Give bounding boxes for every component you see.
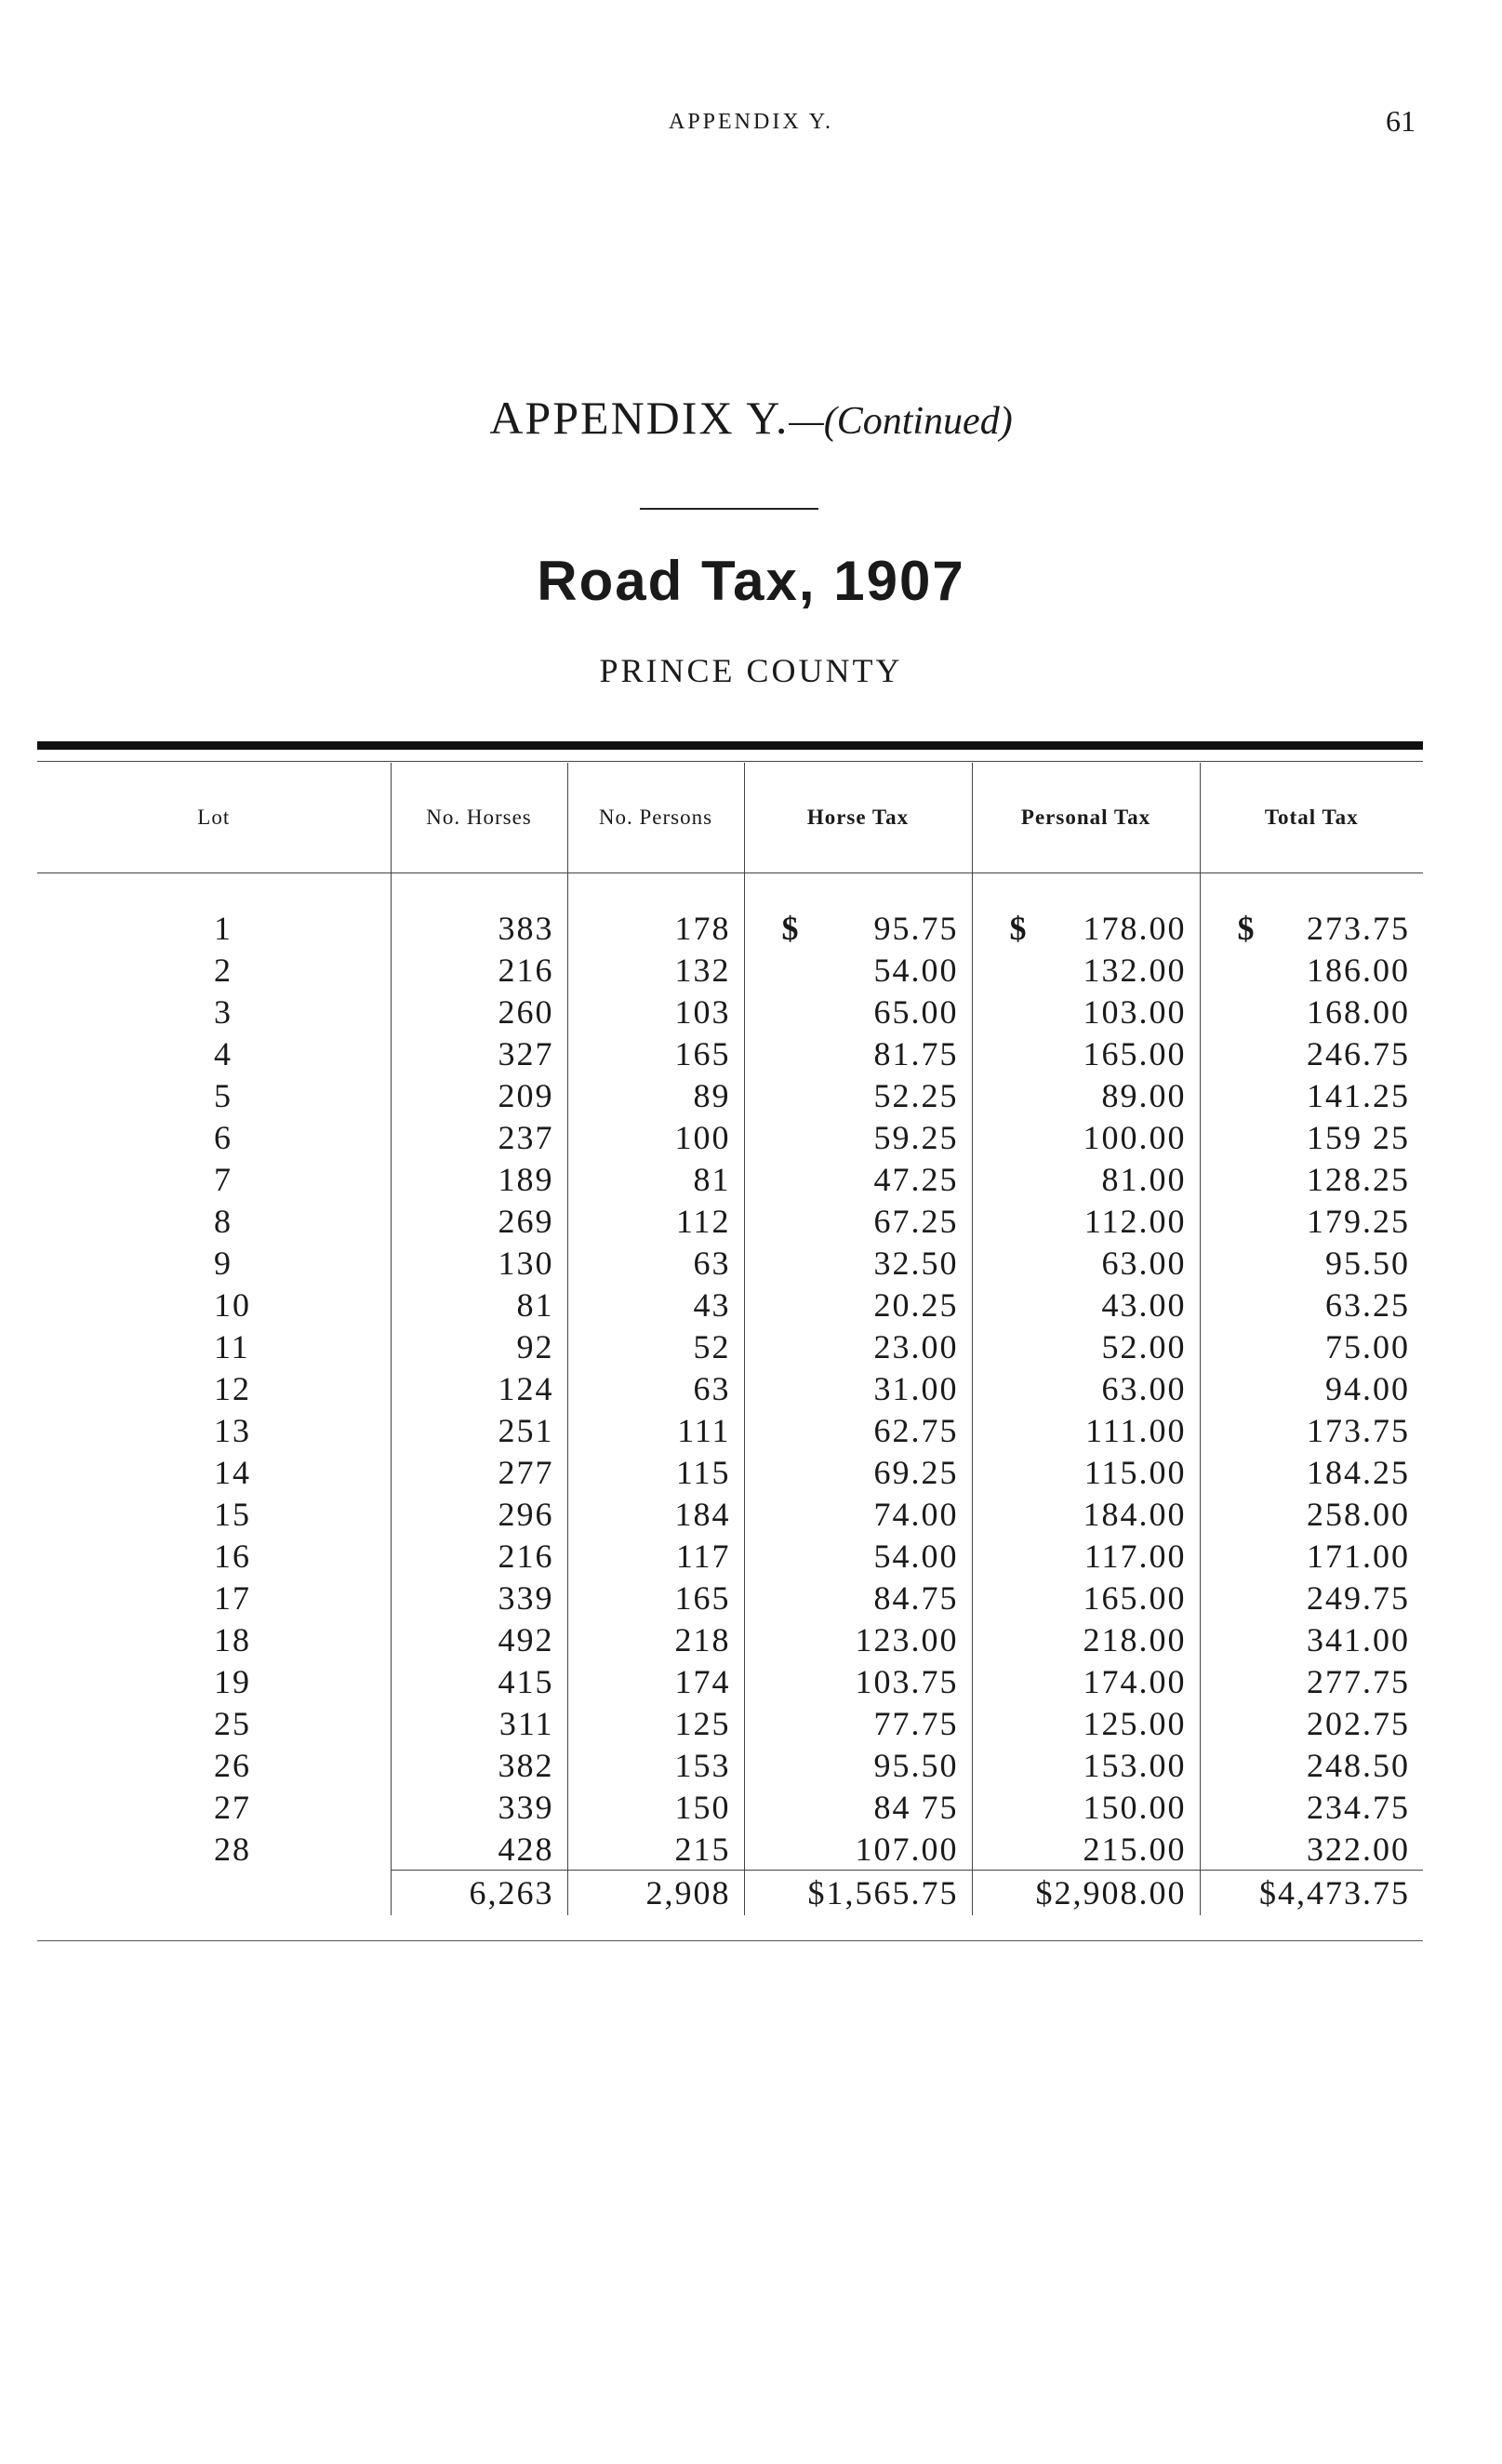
totals-row (37, 1871, 1423, 1916)
horse-tax-cell: 54.00 (744, 1535, 972, 1577)
persons-cell: 165 (567, 1032, 744, 1074)
table-row (37, 1158, 1423, 1200)
total-tax-cell: 277.75 (1200, 1660, 1423, 1702)
personal-tax-cell: 63.00 (972, 1242, 1200, 1284)
personal-tax-cell: 174.00 (972, 1660, 1200, 1702)
persons-cell: 150 (567, 1786, 744, 1828)
table-row (37, 1032, 1423, 1074)
personal-tax-cell: 132.00 (972, 949, 1200, 991)
persons-cell: 63 (567, 1367, 744, 1409)
table-row (37, 949, 1423, 991)
totals-blank-cell (37, 1871, 391, 1916)
lot-cell: 16 (214, 1537, 251, 1575)
column-header-horse-tax: Horse Tax (744, 763, 972, 873)
personal-tax-cell: 218.00 (972, 1618, 1200, 1660)
lot-cell: 2 (214, 951, 233, 989)
table-row (37, 1242, 1423, 1284)
persons-cell: 63 (567, 1242, 744, 1284)
table-header-row (37, 763, 1423, 873)
table-row (37, 991, 1423, 1032)
personal-tax-cell: 100.00 (972, 1116, 1200, 1158)
persons-cell: 132 (567, 949, 744, 991)
persons-cell: 100 (567, 1116, 744, 1158)
personal-tax-cell: 117.00 (972, 1535, 1200, 1577)
persons-cell: 81 (567, 1158, 744, 1200)
lot-cell: 11 (214, 1327, 250, 1365)
horses-cell: 415 (391, 1660, 567, 1702)
total-tax-cell: 171.00 (1200, 1535, 1423, 1577)
total-tax-cell: 258.00 (1200, 1493, 1423, 1535)
table-row (37, 873, 1423, 950)
table-row (37, 1116, 1423, 1158)
lot-cell: 8 (214, 1202, 233, 1240)
page-title: Road Tax, 1907 (537, 550, 965, 612)
appendix-label: APPENDIX Y. (489, 392, 790, 444)
table-row (37, 1409, 1423, 1451)
personal-tax-cell: 165.00 (972, 1032, 1200, 1074)
page-subtitle: PRINCE COUNTY (599, 652, 903, 689)
lot-cell: 15 (214, 1495, 251, 1533)
total-tax-cell: 341.00 (1200, 1618, 1423, 1660)
total-tax-cell: 248.50 (1200, 1744, 1423, 1786)
personal-tax-cell (972, 873, 1200, 950)
personal-tax-cell: 52.00 (972, 1325, 1200, 1367)
total-tax-cell: 234.75 (1200, 1786, 1423, 1828)
personal-tax-cell: 112.00 (972, 1200, 1200, 1242)
personal-tax-cell: 103.00 (972, 991, 1200, 1032)
horse-tax-cell: 103.75 (744, 1660, 972, 1702)
total-tax-cell: 249.75 (1200, 1577, 1423, 1618)
table-row (37, 1493, 1423, 1535)
lot-cell: 27 (214, 1788, 251, 1826)
horse-tax-cell: 32.50 (744, 1242, 972, 1284)
currency-symbol: $ (1237, 909, 1256, 947)
horse-tax-cell: 20.25 (744, 1284, 972, 1325)
lot-cell: 10 (214, 1285, 251, 1324)
horses-cell: 237 (391, 1116, 567, 1158)
total-tax-cell: 184.25 (1200, 1451, 1423, 1493)
horse-tax-cell: 62.75 (744, 1409, 972, 1451)
total-tax-cell: 322.00 (1200, 1828, 1423, 1871)
horse-tax-cell: 74.00 (744, 1493, 972, 1535)
lot-cell: 3 (214, 992, 233, 1031)
horses-cell: 428 (391, 1828, 567, 1871)
horses-cell: 260 (391, 991, 567, 1032)
total-tax-cell: 179.25 (1200, 1200, 1423, 1242)
road-tax-table (37, 763, 1423, 1915)
horses-cell: 216 (391, 1535, 567, 1577)
horse-tax-cell (744, 873, 972, 950)
table-row (37, 1577, 1423, 1618)
persons-cell: 103 (567, 991, 744, 1032)
total-tax-cell: 202.75 (1200, 1702, 1423, 1744)
lot-cell: 14 (214, 1453, 251, 1491)
persons-cell: 184 (567, 1493, 744, 1535)
short-divider (640, 508, 818, 510)
horse-tax-cell: 65.00 (744, 991, 972, 1032)
horse-tax-cell: 84 75 (744, 1786, 972, 1828)
personal-tax-cell: 165.00 (972, 1577, 1200, 1618)
horses-cell: 251 (391, 1409, 567, 1451)
lot-cell: 1 (214, 909, 233, 947)
lot-cell: 26 (214, 1746, 251, 1784)
horse-tax-cell: 77.75 (744, 1702, 972, 1744)
personal-tax-cell: 215.00 (972, 1828, 1200, 1871)
table-row (37, 1702, 1423, 1744)
total-tax-cell: 75.00 (1200, 1325, 1423, 1367)
currency-symbol: $ (1009, 909, 1029, 947)
column-header-lot: Lot (37, 763, 391, 873)
horses-cell: 382 (391, 1744, 567, 1786)
personal-tax-cell: 184.00 (972, 1493, 1200, 1535)
table-body (37, 873, 1423, 1916)
persons-cell: 174 (567, 1660, 744, 1702)
personal-tax-cell: 150.00 (972, 1786, 1200, 1828)
lot-cell: 6 (214, 1118, 233, 1156)
horse-tax-cell: 47.25 (744, 1158, 972, 1200)
horses-cell: 296 (391, 1493, 567, 1535)
horse-tax-cell: 67.25 (744, 1200, 972, 1242)
column-header-horses: No. Horses (391, 763, 567, 873)
horses-cell: 189 (391, 1158, 567, 1200)
horse-tax-cell: 23.00 (744, 1325, 972, 1367)
horses-cell: 327 (391, 1032, 567, 1074)
table-row (37, 1660, 1423, 1702)
appendix-heading (0, 391, 1502, 445)
bottom-divider (37, 1940, 1423, 1941)
horse-tax-cell: 95.50 (744, 1744, 972, 1786)
total-tax-cell: 95.50 (1200, 1242, 1423, 1284)
table-row (37, 1451, 1423, 1493)
cell-value: 95.75 (873, 909, 959, 947)
horse-tax-cell: 123.00 (744, 1618, 972, 1660)
personal-tax-cell: 81.00 (972, 1158, 1200, 1200)
horse-tax-cell: 107.00 (744, 1828, 972, 1871)
horses-cell: 81 (391, 1284, 567, 1325)
horses-cell: 209 (391, 1074, 567, 1116)
horse-tax-cell: 52.25 (744, 1074, 972, 1116)
persons-cell: 218 (567, 1618, 744, 1660)
horses-cell: 216 (391, 949, 567, 991)
lot-cell: 18 (214, 1620, 251, 1658)
column-header-personal-tax: Personal Tax (972, 763, 1200, 873)
page-number: 61 (1386, 104, 1416, 138)
persons-cell: 43 (567, 1284, 744, 1325)
column-header-persons: No. Persons (567, 763, 744, 873)
lot-cell: 28 (214, 1830, 251, 1868)
lot-cell: 5 (214, 1076, 233, 1114)
horses-cell: 92 (391, 1325, 567, 1367)
personal-tax-cell: 153.00 (972, 1744, 1200, 1786)
personal-tax-cell: 111.00 (972, 1409, 1200, 1451)
horses-cell: 124 (391, 1367, 567, 1409)
persons-cell: 178 (567, 873, 744, 950)
persons-cell: 117 (567, 1535, 744, 1577)
horses-cell: 339 (391, 1786, 567, 1828)
total-tax-cell: 168.00 (1200, 991, 1423, 1032)
cell-value: 178.00 (1083, 909, 1187, 947)
personal-tax-cell: 125.00 (972, 1702, 1200, 1744)
total-tax-cell: 94.00 (1200, 1367, 1423, 1409)
table-row (37, 1744, 1423, 1786)
currency-symbol: $ (781, 909, 801, 947)
grand-total-tax: $4,473.75 (1200, 1871, 1423, 1916)
horse-tax-cell: 84.75 (744, 1577, 972, 1618)
total-horses: 6,263 (391, 1871, 567, 1916)
table-row (37, 1786, 1423, 1828)
total-persons: 2,908 (567, 1871, 744, 1916)
appendix-continued: —(Continued) (789, 400, 1013, 443)
total-personal-tax: $2,908.00 (972, 1871, 1200, 1916)
table-row (37, 1618, 1423, 1660)
persons-cell: 153 (567, 1744, 744, 1786)
horses-cell: 339 (391, 1577, 567, 1618)
persons-cell: 215 (567, 1828, 744, 1871)
table-row (37, 1325, 1423, 1367)
personal-tax-cell: 63.00 (972, 1367, 1200, 1409)
total-tax-cell: 141.25 (1200, 1074, 1423, 1116)
cell-value: 273.75 (1307, 909, 1410, 947)
lot-cell: 19 (214, 1662, 251, 1700)
horse-tax-cell: 81.75 (744, 1032, 972, 1074)
persons-cell: 125 (567, 1702, 744, 1744)
total-tax-cell: 246.75 (1200, 1032, 1423, 1074)
lot-cell: 12 (214, 1369, 251, 1407)
total-horse-tax: $1,565.75 (744, 1871, 972, 1916)
personal-tax-cell: 115.00 (972, 1451, 1200, 1493)
table-row (37, 1074, 1423, 1116)
persons-cell: 112 (567, 1200, 744, 1242)
lot-cell: 9 (214, 1244, 233, 1282)
running-head: APPENDIX Y. (668, 110, 834, 134)
table-row (37, 1367, 1423, 1409)
personal-tax-cell: 43.00 (972, 1284, 1200, 1325)
persons-cell: 165 (567, 1577, 744, 1618)
total-tax-cell (1200, 873, 1423, 950)
horses-cell: 383 (391, 873, 567, 950)
persons-cell: 89 (567, 1074, 744, 1116)
lot-cell: 13 (214, 1411, 251, 1449)
total-tax-cell: 159 25 (1200, 1116, 1423, 1158)
thin-divider (37, 761, 1423, 762)
horse-tax-cell: 59.25 (744, 1116, 972, 1158)
horses-cell: 311 (391, 1702, 567, 1744)
personal-tax-cell: 89.00 (972, 1074, 1200, 1116)
column-header-total-tax: Total Tax (1200, 763, 1423, 873)
lot-cell: 7 (214, 1160, 233, 1198)
horse-tax-cell: 31.00 (744, 1367, 972, 1409)
total-tax-cell: 186.00 (1200, 949, 1423, 991)
persons-cell: 52 (567, 1325, 744, 1367)
lot-cell: 4 (214, 1034, 233, 1072)
persons-cell: 115 (567, 1451, 744, 1493)
horses-cell: 269 (391, 1200, 567, 1242)
horses-cell: 492 (391, 1618, 567, 1660)
horses-cell: 130 (391, 1242, 567, 1284)
total-tax-cell: 128.25 (1200, 1158, 1423, 1200)
total-tax-cell: 63.25 (1200, 1284, 1423, 1325)
horses-cell: 277 (391, 1451, 567, 1493)
lot-cell: 25 (214, 1704, 251, 1742)
table-row (37, 1200, 1423, 1242)
persons-cell: 111 (567, 1409, 744, 1451)
table-row (37, 1284, 1423, 1325)
total-tax-cell: 173.75 (1200, 1409, 1423, 1451)
lot-cell: 17 (214, 1578, 251, 1617)
thick-divider (37, 741, 1423, 750)
horse-tax-cell: 54.00 (744, 949, 972, 991)
table-row (37, 1535, 1423, 1577)
horse-tax-cell: 69.25 (744, 1451, 972, 1493)
table-row (37, 1828, 1423, 1871)
